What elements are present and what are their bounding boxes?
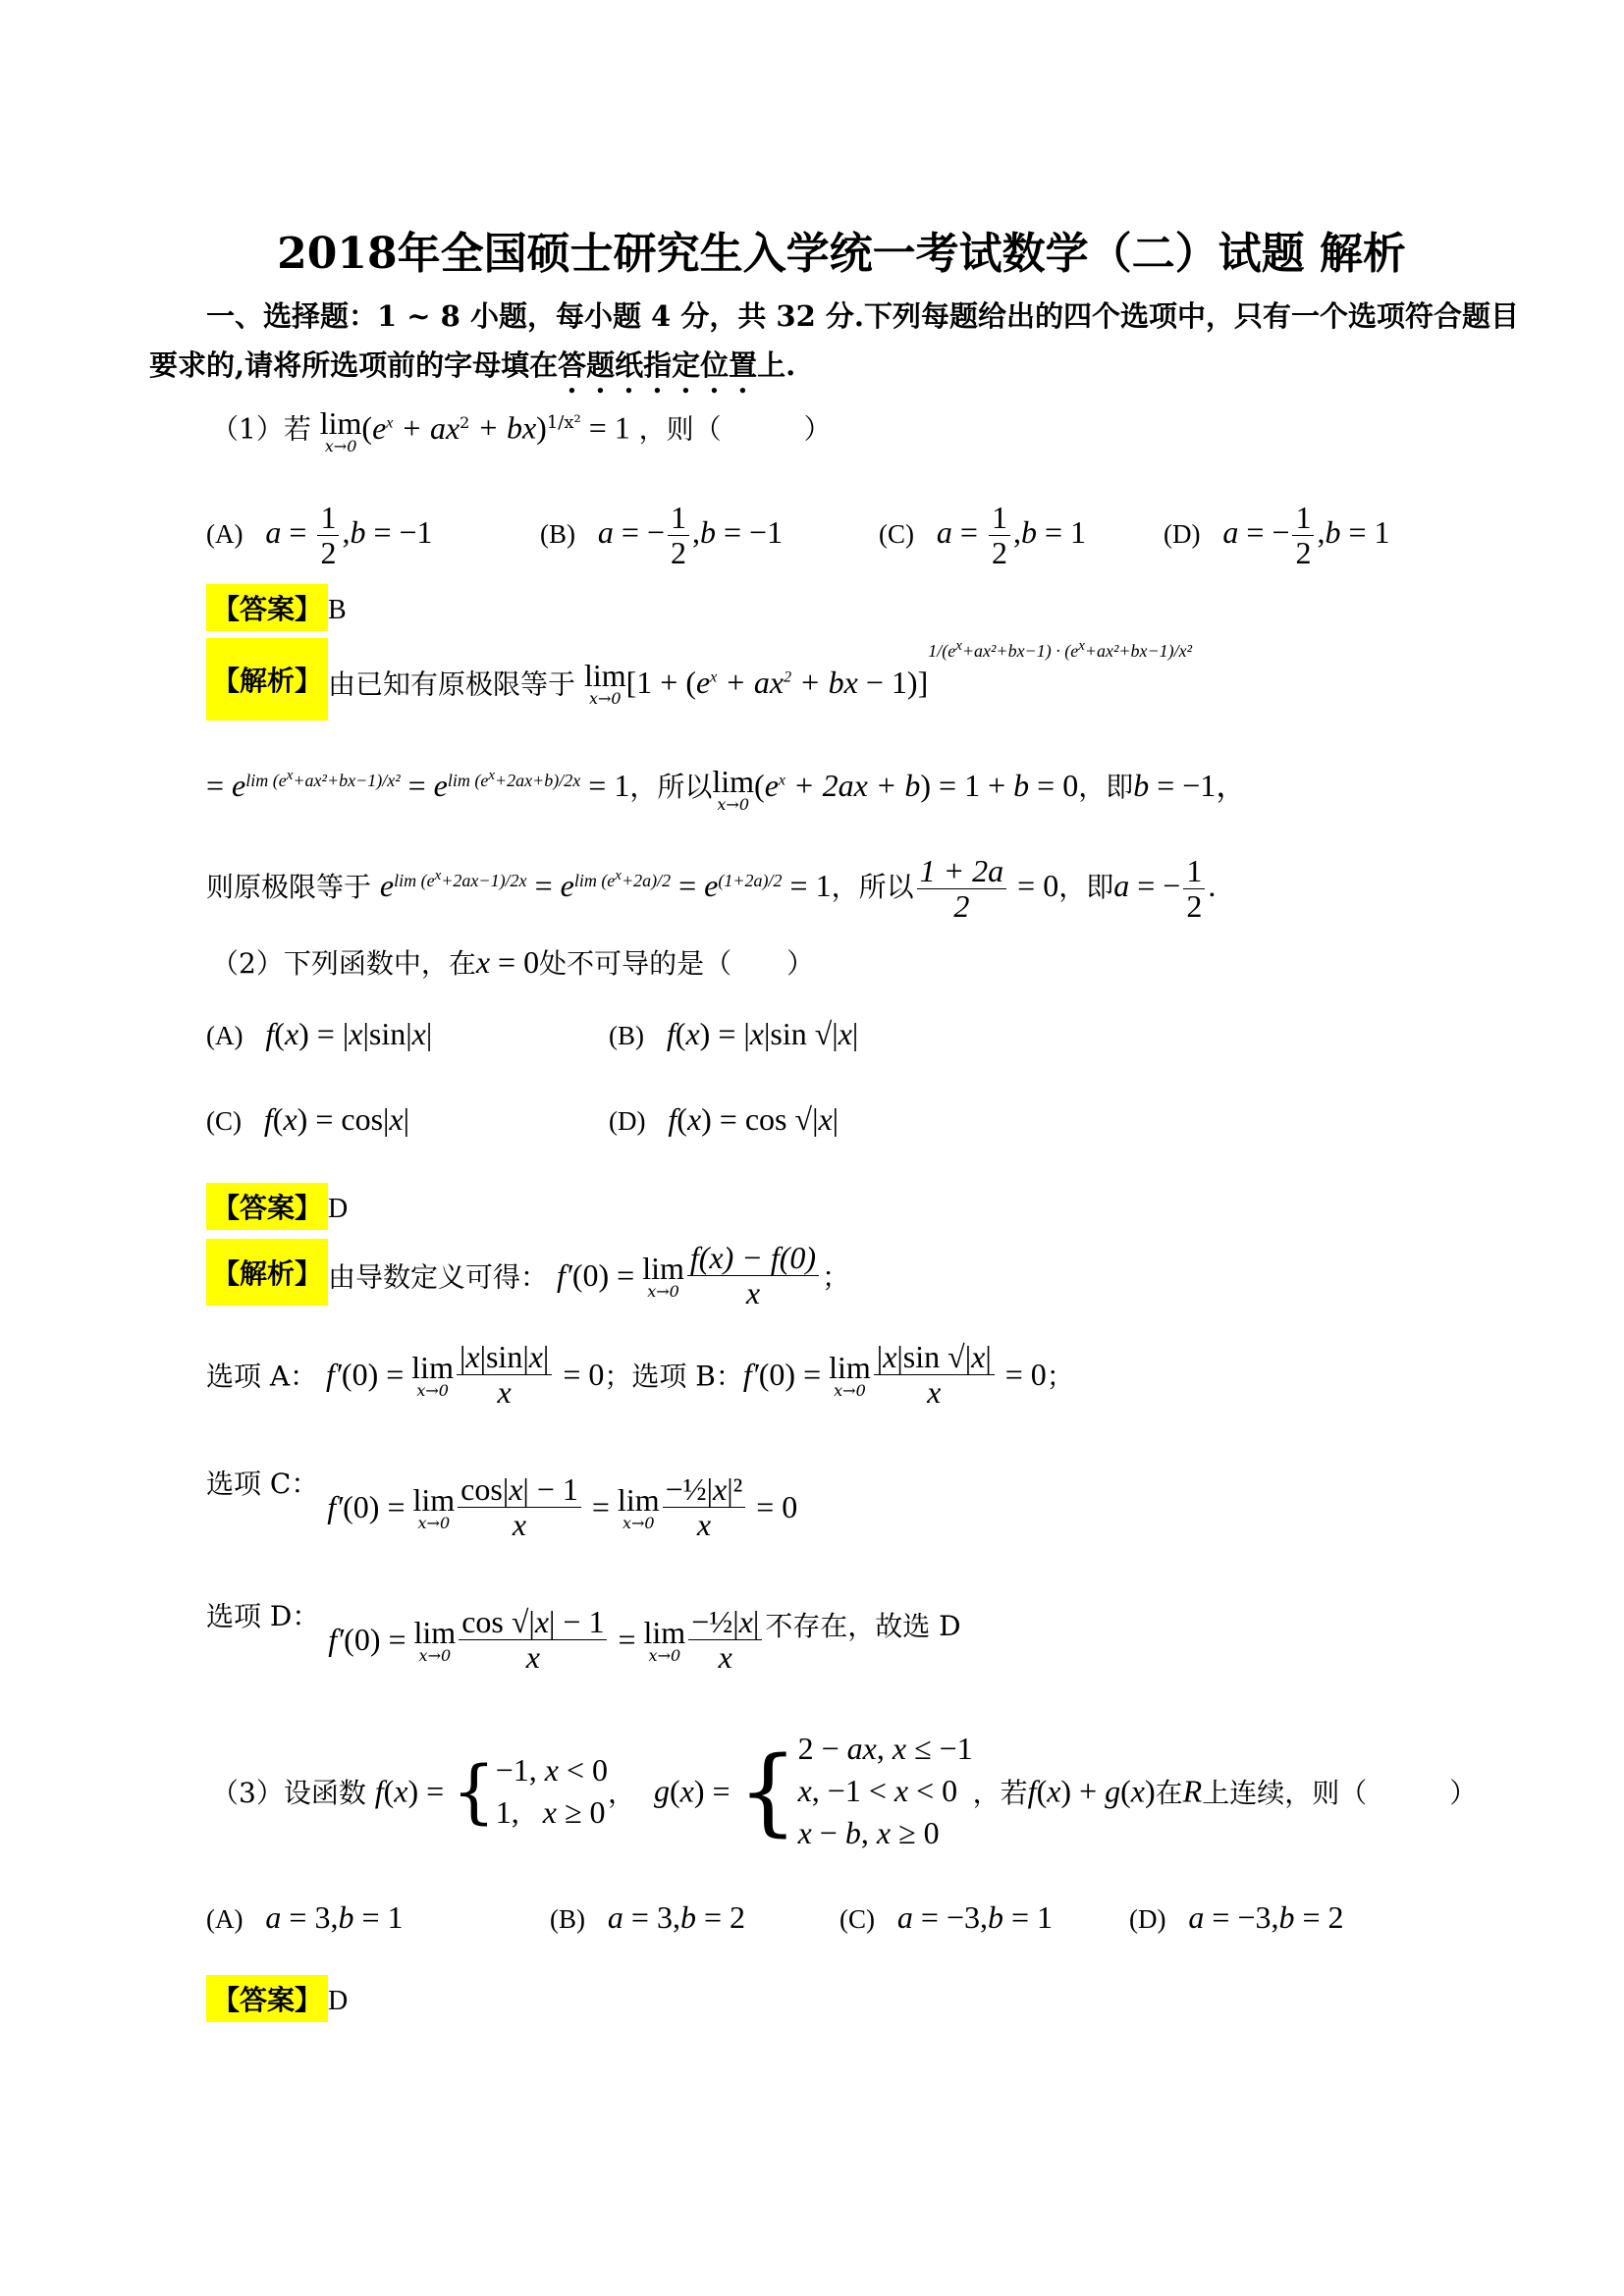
q2-option-b[interactable]: (B) f(x) = |x|sin √|x| (609, 1016, 859, 1051)
q3-answer: 【答案】 D (206, 1975, 348, 2022)
q1-answer: 【答案】 B (206, 584, 347, 631)
q2-option-d[interactable]: (D) f(x) = cos √|x| (609, 1101, 839, 1137)
q3-option-d[interactable]: (D) a = −3,b = 2 (1129, 1899, 1344, 1935)
q1-option-c[interactable]: (C) a = $\frac{1}{2}$ ,b = 1 (879, 500, 1086, 571)
q2-option-a-analysis: 选项 A： f′(0) = lim x→0 $\frac{|x|\sin|x|}{x}$ = 0；选项 B：f′(0) = lim x→0 $\frac{|x|\sin √|x|}{x}$ = 0； (206, 1339, 1074, 1411)
q1-option-a[interactable]: (A) a = $\frac{1}{2}$ ,b = −1 (206, 500, 433, 571)
q3-option-a[interactable]: (A) a = 3,b = 1 (206, 1899, 404, 1935)
emphasized-text: 答题纸指定位置 (558, 348, 758, 382)
question-1-stem: （1）若 lim x→0 $(e^x + ax^2 + bx)^{1/x^2} = 1$ ，则（ ） (211, 405, 832, 455)
q2-option-c[interactable]: (C) f(x) = cos|x| (206, 1101, 410, 1137)
q2-answer: 【答案】 D (206, 1183, 348, 1230)
page-title: 2018年全国硕士研究生入学统一考试数学（二）试题 解析 (277, 229, 1406, 279)
answer-label: 【答案】 (206, 584, 328, 631)
q1-analysis-line2: = $e^{lim (e^x+ax^2+bx-1)/x^2} = e^{lim (e^x+2ax+b)/2x} = 1$，所以 lim x→0 $(e^x + 2ax + b) = 1 + b = 0$，即b = −1， (206, 763, 1248, 814)
q2-option-d-analysis: 选项 D： f′(0) = lim x→0 $\frac{\cos √|x| - 1}{x}$ = lim x→0 $\frac{\text{−½|x|}}{x}$ 不存在，故选 D (206, 1600, 961, 1676)
q1-option-b[interactable]: (B) a = − $\frac{1}{2}$ ,b = −1 (540, 500, 784, 571)
q1-option-d[interactable]: (D) a = − $\frac{1}{2}$ ,b = 1 (1164, 500, 1390, 571)
q3-option-c[interactable]: (C) a = −3,b = 1 (839, 1899, 1054, 1935)
answer-label: 【答案】 (206, 1183, 328, 1230)
answer-label: 【答案】 (206, 1975, 328, 2022)
question-3-stem: （3）设函数 f(x) = { −1, x < 0 1, x ≥ 0 ， g(x) = { 2 − ax, x ≤ −1 x, −1 < x < 0 x − b, x ≥ 0 ，若f(x) + g(x)在R上连续，则（ ） (211, 1731, 1478, 1851)
analysis-label: 【解析】 (206, 638, 328, 721)
q3-option-b[interactable]: (B) a = 3,b = 2 (550, 1899, 745, 1935)
limit-expression: lim x→0 (319, 405, 362, 455)
question-2-stem: （2）下列函数中，在x = 0处不可导的是（ ） (211, 944, 815, 980)
section-instructions-line2: 要求的,请将所选项前的字母填在答题纸指定位置上. (149, 348, 796, 382)
q2-option-a[interactable]: (A) f(x) = |x|sin|x| (206, 1016, 433, 1051)
q1-analysis: 【解析】 由已知有原极限等于 lim x→0 [$1 + (e^x + ax^2$ + bx − 1)]$^{1/(e^x+ax^2+bx-1) \cdot (e^x+ax^2+bx-1)/x^2}$ (206, 638, 1192, 721)
analysis-label: 【解析】 (206, 1239, 328, 1306)
q1-analysis-line3: 则原极限等于 $e^{lim (e^x+2ax-1)/2x} = e^{lim (e^x+2a)/2} = e^{(1+2a)/2} = 1$，所以 $\frac{1 + 2a}{2}$ = 0，即a = − $\frac{1}{2}$ . (206, 853, 1217, 925)
q2-analysis: 【解析】 由导数定义可得： f′(0) = lim x→0 $\frac{f(x) - f(0)}{x}$ ； (206, 1239, 849, 1310)
section-instructions-line1: 一、选择题：1 ~ 8 小题，每小题 4 分，共 32 分.下列每题给出的四个选项中，只有一个选项符合题目 (206, 299, 1519, 333)
q2-option-c-analysis: 选项 C： f′(0) = lim x→0 $\frac{\cos|x| - 1}{x}$ = lim x→0 $\frac{\text{−½|x|²}}{x}$ = 0 (206, 1468, 798, 1543)
